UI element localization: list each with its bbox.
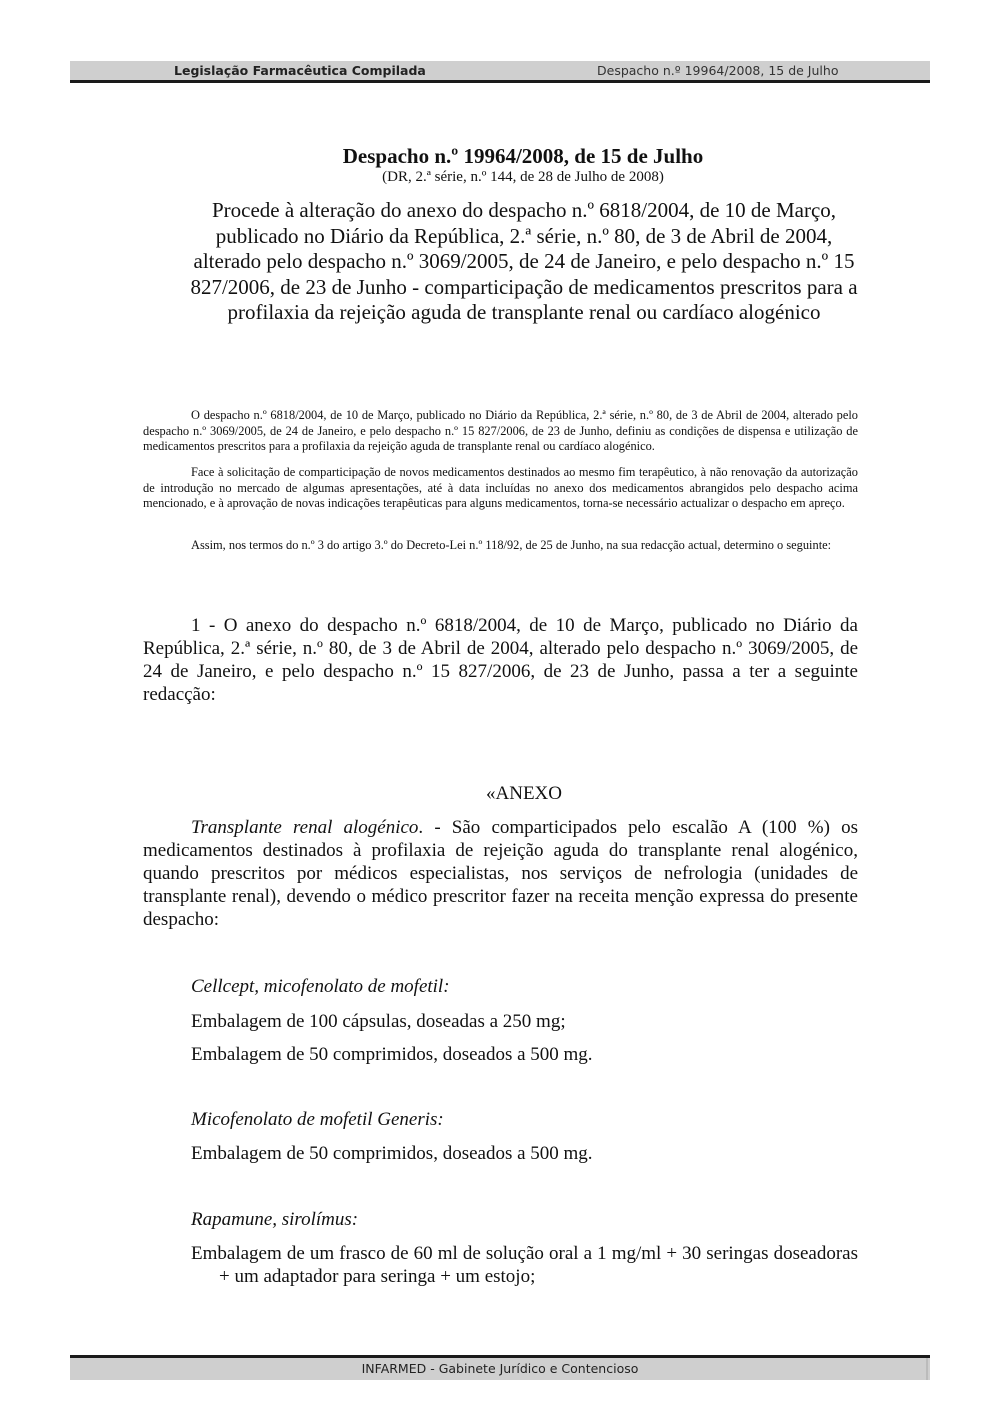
document-title: Despacho n.º 19964/2008, de 15 de Julho xyxy=(342,144,704,168)
medicine-name-cellcept: Cellcept, micofenolato de mofetil: xyxy=(191,976,450,997)
document-subtitle: (DR, 2.ª série, n.º 144, de 28 de Julho de 2008) xyxy=(382,169,664,185)
header-right-title: Despacho n.º 19964/2008, 15 de Julho xyxy=(597,63,839,78)
article-1: 1 - O anexo do despacho n.º 6818/2004, de 10 de Março, publicado no Diário da República, 2.ª série, n.º 80, de 3 de Abril de 2004, alterado pelo despacho n.º 3069/2005, de 24 de Janeiro, e pelo despacho n.º 15 827/2006, de 23 de Junho, passa a ter a seguinte redacção: xyxy=(143,615,858,705)
preamble-paragraph-2: Face à solicitação de comparticipação de novos medicamentos destinados ao mesmo fim terapêutico, à não renovação da autorização de introdução no mercado de algumas apresentações, até à data incluídas no anexo dos medicamentos abrangidos pelo despacho acima mencionado, e à aprovação de novas indicações terapêuticas para alguns medicamentos, torna-se necessário actualizar o despacho em apreço. xyxy=(143,465,858,510)
pack-item: Embalagem de 100 cápsulas, doseadas a 250 mg; xyxy=(191,1011,566,1032)
pack-item: Embalagem de 50 comprimidos, doseados a 500 mg. xyxy=(191,1044,593,1065)
pack-item: Embalagem de um frasco de 60 ml de solução oral a 1 mg/ml + 30 seringas doseadoras + um adaptador para seringa + um estojo; xyxy=(191,1243,858,1287)
annex-heading: «ANEXO xyxy=(486,783,562,804)
footer-text: INFARMED - Gabinete Jurídico e Contencioso xyxy=(361,1361,639,1376)
document-summary: Procede à alteração do anexo do despacho n.º 6818/2004, de 10 de Março, publicado no Diário da República, 2.ª série, n.º 80, de 3 de Abril de 2004, alterado pelo despacho n.º 3069/2005, de 24 de Janeiro, e pelo despacho n.º 15 827/2006, de 23 de Junho - comparticipação de medicamentos prescritos para a profilaxia da rejeição aguda de transplante renal ou cardíaco alogénico xyxy=(190,198,858,324)
annex-intro-topic: Transplante renal alogénico xyxy=(191,817,419,838)
annex-intro-text: . - São comparticipados pelo escalão A (100 %) os medicamentos destinados à profilaxia de rejeição aguda do transplante renal alogénico, quando prescritos por médicos especialistas, nos serviços de nefrologia (unidades de transplante renal), devendo o médico prescritor fazer na receita menção expressa do presente despacho: xyxy=(143,817,859,930)
medicine-name-rapamune: Rapamune, sirolímus: xyxy=(191,1209,359,1230)
header-left-title: Legislação Farmacêutica Compilada xyxy=(174,63,426,78)
annex-intro xyxy=(143,816,858,931)
page-header xyxy=(70,61,930,83)
page-footer xyxy=(70,1355,930,1380)
medicine-name-micofenolato-generis: Micofenolato de mofetil Generis: xyxy=(191,1109,444,1130)
pack-item: Embalagem de 50 comprimidos, doseados a 500 mg. xyxy=(191,1143,593,1164)
preamble-paragraph-1: O despacho n.º 6818/2004, de 10 de Março, publicado no Diário da República, 2.ª série, n.º 80, de 3 de Abril de 2004, alterado pelo despacho n.º 3069/2005, de 24 de Janeiro, e pelo despacho n.º 15 827/2006, de 23 de Junho, definiu as condições de dispensa e utilização de medicamentos prescritos para a profilaxia da rejeição aguda de transplante renal ou cardíaco alogénico. xyxy=(143,408,858,453)
preamble-paragraph-3: Assim, nos termos do n.º 3 do artigo 3.º do Decreto-Lei n.º 118/92, de 25 de Junho, na sua redacção actual, determino o seguinte: xyxy=(191,538,832,552)
